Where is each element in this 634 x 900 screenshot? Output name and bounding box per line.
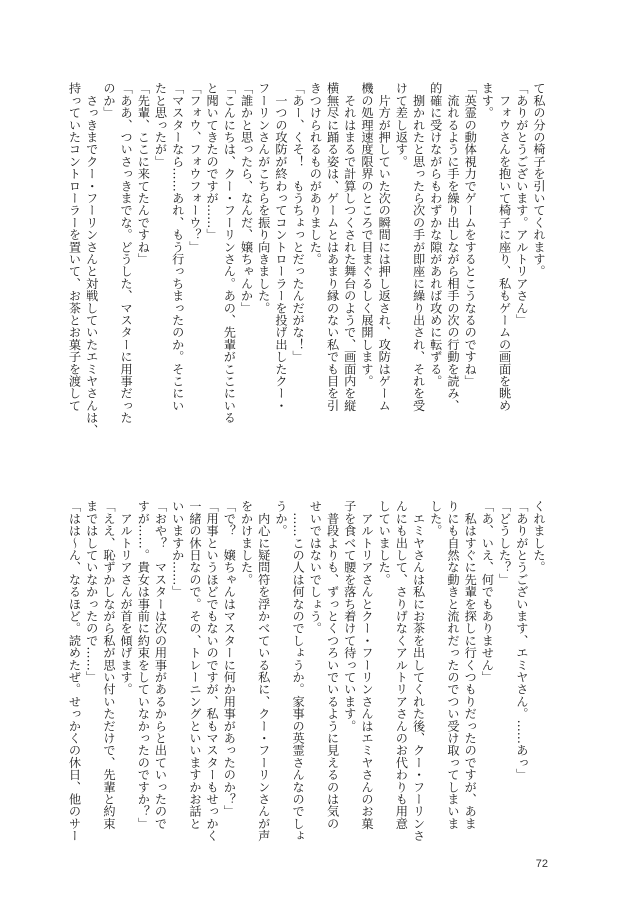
upper-text-line: フォウさんを抱いて椅子に座り、私もゲームの画面を眺め bbox=[497, 82, 512, 412]
lower-text-line: くれました。 bbox=[532, 500, 546, 574]
lower-text-line: 私はすぐに先輩を探しに行くつもりだったのですが、あま bbox=[463, 500, 478, 830]
lower-text-line: エミヤさんは私にお茶を出してくれた後、クー・フーリンさ bbox=[411, 500, 426, 842]
lower-text-line: ……この人は何なのでしょうか。家事の英霊さんなのでしょ bbox=[291, 500, 306, 842]
lower-text-line: まではしていなかったので……」 bbox=[84, 500, 99, 683]
lower-text-line: 普段よりも、ずっとくつろいでいるように見えるのは気の bbox=[325, 500, 340, 830]
upper-text-line: 「英霊の動体視力でゲームをするとこうなるのですね」 bbox=[463, 82, 478, 387]
lower-text-block bbox=[67, 500, 547, 882]
upper-text-line: きつけられるものがありました。 bbox=[308, 82, 323, 265]
upper-text-line: 「あー、くそ！ もうちょっとだったんだがな！」 bbox=[291, 82, 306, 363]
upper-text-block bbox=[67, 82, 547, 464]
lower-text-line: 「ええ、恥ずかしながら私が思い付いただけで、先輩と約束 bbox=[101, 500, 116, 830]
page-number: 72 bbox=[535, 858, 548, 870]
lower-text-line: 一緒の休日なので。その、トレーニングといいますかお話と bbox=[187, 500, 202, 830]
upper-text-line: たと思ったが」 bbox=[153, 82, 168, 168]
upper-text-line: て私の分の椅子を引いてくれます。 bbox=[532, 82, 546, 278]
lower-text-line: 「あ、いえ、何でもありません」 bbox=[480, 500, 495, 683]
upper-text-line: それはまるで計算しつくされた舞台のようで、画面内を縦 bbox=[342, 82, 357, 412]
lower-text-line: 「はは〜ん、なるほど。読めたぜ。せっかくの休日、他のサー bbox=[67, 500, 82, 842]
upper-text-line: さっきまでクー・フーリンさんと対戦していたエミヤさんは、 bbox=[84, 82, 99, 436]
lower-text-line: うか。 bbox=[273, 500, 288, 537]
upper-text-line: 横無尽に踊る姿は、ゲームとはあまり縁のない私でも目を引 bbox=[325, 82, 340, 412]
lower-text-line: 子を食べて腰を落ち着けて待っています。 bbox=[342, 500, 357, 732]
lower-text-line: 「ありがとうございます、エミヤさん。……あっ」 bbox=[514, 500, 529, 781]
upper-text-line: のか」 bbox=[101, 82, 116, 119]
lower-text-line: 内心に疑問符を浮かべている私に、クー・フーリンさんが声 bbox=[256, 500, 271, 842]
upper-text-line: 「先輩、ここに来てたんですね」 bbox=[136, 82, 151, 265]
upper-text-line: 的確に受けながらもわずかな隙があれば攻めに転ずる。 bbox=[428, 82, 443, 387]
upper-text-line: 機の処理速度限界のところで目まぐるしく展開します。 bbox=[359, 82, 374, 387]
upper-text-line: 「ああ、ついさっきまでな。どうした、マスターに用事だった bbox=[119, 82, 134, 424]
upper-text-line: 「こんにちは、クー・フーリンさん。あの、先輩がここにいる bbox=[222, 82, 237, 424]
upper-text-line: フーリンさんがこちらを振り向きました。 bbox=[256, 82, 271, 314]
upper-text-line: 一つの攻防が終わってコントローラーを投げ出したクー・ bbox=[273, 82, 288, 412]
upper-text-line: けて差し返す。 bbox=[394, 82, 409, 168]
upper-text-line: と聞いてきたのですが……」 bbox=[205, 82, 220, 241]
upper-text-line: 持っていたコントローラーを置いて、お茶とお菓子を渡して bbox=[67, 82, 82, 412]
upper-text-line: 「ありがとうございます。アルトリアさん」 bbox=[514, 82, 529, 326]
upper-text-line: 捌かれたと思ったら次の手が即座に繰り出され、それを受 bbox=[411, 82, 426, 412]
lower-text-line: アルトリアさんとクー・フーリンさんはエミヤさんのお菓 bbox=[359, 500, 374, 830]
lower-text-line: 「おや？ マスターは次の用事があるからと出ていったので bbox=[153, 500, 168, 830]
lower-text-line: 「どうした？」 bbox=[497, 500, 512, 586]
lower-text-line: りにも自然な動きと流れだったのでつい受け取ってしまいま bbox=[445, 500, 460, 830]
lower-text-line: をかけました。 bbox=[239, 500, 254, 586]
upper-text-line: 「マスターなら……あれ、もう行っちまったのか。そこにい bbox=[170, 82, 185, 412]
lower-text-line: 「用事というほどでもないのですが、私もマスターもせっかく bbox=[205, 500, 220, 842]
lower-text-line: せいではないでしょう。 bbox=[308, 500, 323, 635]
lower-text-line: した。 bbox=[428, 500, 443, 537]
upper-text-line: ます。 bbox=[480, 82, 495, 119]
lower-text-line: していました。 bbox=[377, 500, 392, 586]
lower-text-line: アルトリアさんが首を傾げます。 bbox=[119, 500, 134, 696]
lower-text-line: 「で？ 嬢ちゃんはマスターに何か用事があったのか？」 bbox=[222, 500, 237, 818]
lower-text-line: すが……。貴女は事前に約束をしていなかったのですか？」 bbox=[136, 500, 151, 830]
lower-text-line: いいますか……」 bbox=[170, 500, 185, 598]
upper-text-line: 片方が押していた次の瞬間には押し返され、攻防はゲーム bbox=[377, 82, 392, 412]
upper-text-line: 「フォウ、フォウフォーウ？」 bbox=[187, 82, 202, 253]
upper-text-line: 「誰かと思ったら、なんだ、嬢ちゃんか」 bbox=[239, 82, 254, 314]
lower-text-line: んにも出して、さりげなくアルトリアさんのお代わりも用意 bbox=[394, 500, 409, 830]
upper-text-line: 流れるように手を繰り出しながら相手の次の行動を読み、 bbox=[445, 82, 460, 412]
